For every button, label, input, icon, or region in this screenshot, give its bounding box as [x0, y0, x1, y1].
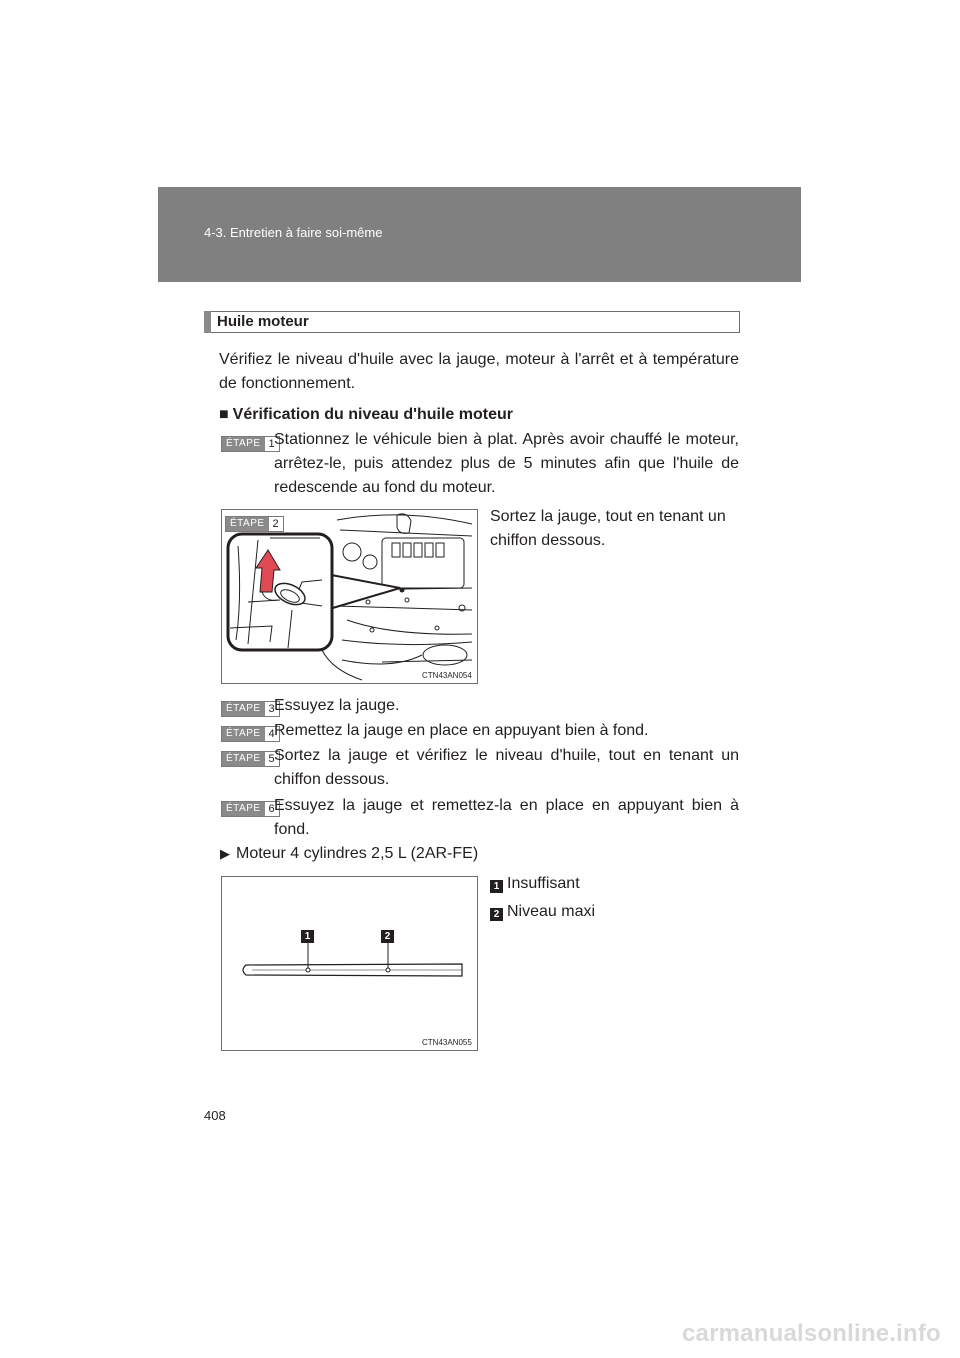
step-2-badge: [225, 513, 284, 532]
figure-code: CTN43AN055: [422, 1038, 472, 1047]
legend-label: Insuffisant: [507, 875, 580, 892]
subheading-text: Vérification du niveau d'huile moteur: [232, 406, 513, 423]
marker-1-icon: 1: [301, 930, 314, 943]
subheading-bullet: ■: [219, 406, 229, 423]
step-label: ÉTAPE: [222, 727, 265, 741]
step-6-text: Essuyez la jauge et remettez-la en place en appuyant bien à fond.: [274, 797, 739, 838]
step-3-badge: [221, 698, 280, 717]
step-label: ÉTAPE: [222, 752, 265, 766]
step-3-text: Essuyez la jauge.: [274, 697, 400, 714]
step-number: 5: [265, 752, 279, 766]
step-number: 2: [269, 517, 283, 531]
footer-watermark: carmanualsonline.info: [682, 1320, 941, 1347]
marker-2-icon: 2: [381, 930, 394, 943]
step-5-badge: [221, 748, 280, 767]
section-title: Huile moteur: [217, 313, 309, 330]
step-4-badge: [221, 723, 280, 742]
figure-code: CTN43AN054: [422, 671, 472, 680]
engine-bay-figure: [221, 509, 478, 684]
triangle-arrow-icon: ▶: [220, 846, 230, 861]
step-label: ÉTAPE: [222, 437, 265, 451]
legend-number-2-icon: 2: [490, 908, 503, 921]
step-number: 6: [265, 802, 279, 816]
dipstick-illustration: [222, 877, 477, 1050]
legend-label: Niveau maxi: [507, 903, 596, 920]
engine-variant-text: Moteur 4 cylindres 2,5 L (2AR-FE): [236, 845, 479, 862]
step-number: 4: [265, 727, 279, 741]
intro-paragraph: Vérifiez le niveau d'huile avec la jauge, moteur à l'arrêt et à température de fonctionnement.: [219, 351, 739, 392]
page-number: 408: [204, 1108, 226, 1123]
legend-number-1-icon: 1: [490, 880, 503, 893]
engine-variant-note: [220, 842, 720, 866]
subheading: [219, 403, 739, 427]
step-number: 3: [265, 702, 279, 716]
step-number: 1: [265, 437, 279, 451]
step-5-text: Sortez la jauge et vérifiez le niveau d'huile, tout en tenant un chiffon dessous.: [274, 747, 739, 788]
legend-item-1: [490, 872, 580, 896]
step-label: ÉTAPE: [222, 802, 265, 816]
step-2-text: Sortez la jauge, tout en tenant un chiffon dessous.: [490, 508, 726, 549]
step-4-text: Remettez la jauge en place en appuyant bien à fond.: [274, 722, 649, 739]
step-1-text: Stationnez le véhicule bien à plat. Après avoir chauffé le moteur, arrêtez-le, puis attendez plus de 5 minutes afin que l'huile de redescende au fond du moteur.: [274, 431, 739, 496]
engine-bay-illustration: [222, 510, 477, 683]
dipstick-figure: [221, 876, 478, 1051]
legend-item-2: [490, 900, 595, 924]
section-title-marker: [204, 311, 211, 333]
step-1-badge: [221, 433, 280, 452]
step-label: ÉTAPE: [222, 702, 265, 716]
step-6-badge: [221, 798, 280, 817]
chapter-header-title: 4-3. Entretien à faire soi-même: [204, 225, 383, 240]
step-label: ÉTAPE: [226, 517, 269, 531]
